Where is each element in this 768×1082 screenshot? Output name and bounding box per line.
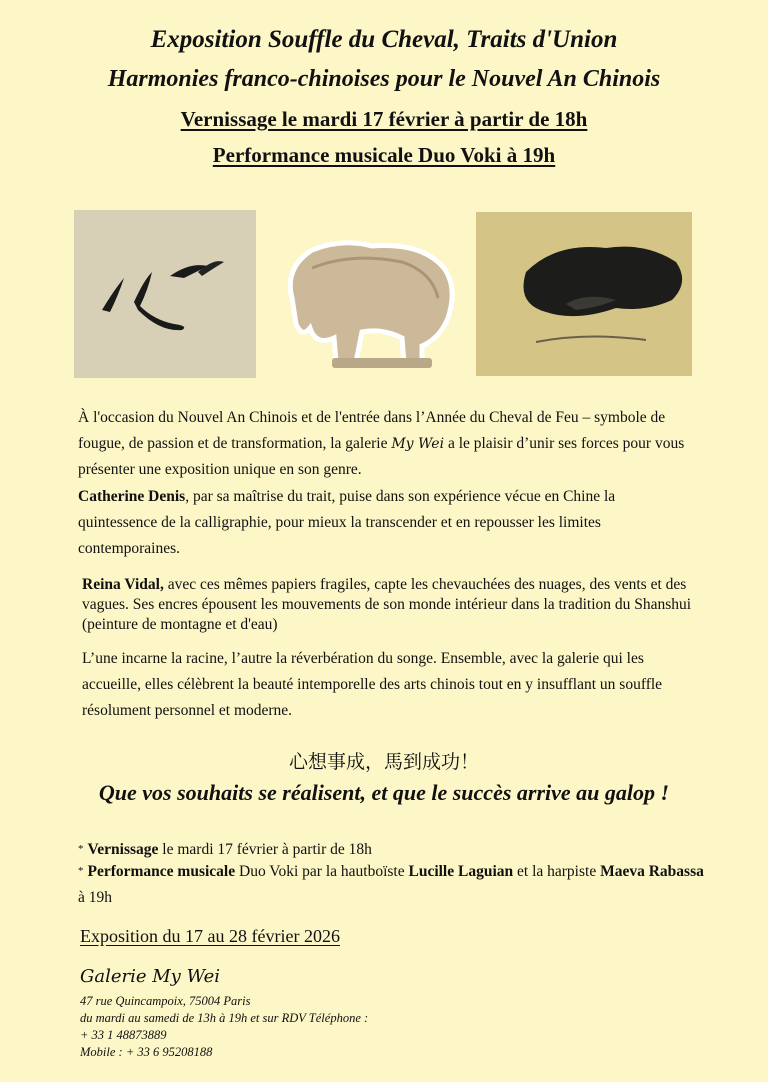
artist-name-reina: Reina Vidal, [82,576,164,593]
calligraphy-artwork-image [74,210,256,378]
chinese-greeting: 心想事成，馬到成功！ [288,751,479,773]
reina-text: avec ces mêmes papiers fragiles, capte les chevauchées des nuages, des vents et des vagues. Ses encres épousent les mouvements de son monde intérieur dans la tradition du Shanshui (peinture de montagne et d'eau) [82,576,692,633]
closing-paragraph: L’une incarne la racine, l’autre la réverbération du songe. Ensemble, avec la galerie qui les accueille, elles célèbrent la beauté intemporelle des arts chinois tout en y insufflant un souffle résolument personnel et moderne. [82,650,663,719]
gallery-phone: + 33 1 48873889 [80,1028,167,1042]
gallery-hours: du mardi au samedi de 13h à 19h et sur RDV Téléphone : [80,1011,369,1025]
gallery-contact-block [80,993,368,1061]
exhibition-dates: Exposition du 17 au 28 février 2026 [80,926,340,946]
intro-paragraph [78,405,698,483]
bullet-vernissage-text: le mardi 17 février à partir de 18h [158,841,372,858]
exhibition-subtitle: Harmonies franco-chinoises pour le Nouvel An Chinois [107,66,661,92]
exhibition-title: Exposition Souffle du Cheval, Traits d'Union [150,26,618,53]
bullet-performance-label: Performance musicale [87,863,236,880]
gallery-brand-inline: My Wei [391,436,445,452]
gallery-name: Galerie My Wei [80,966,221,987]
gallery-mobile: Mobile : + 33 6 95208188 [80,1045,213,1059]
vernissage-heading-text: Vernissage le mardi 17 février à partir de 18h [180,107,588,131]
musician-maeva: Maeva Rabassa [600,863,704,880]
reina-vidal-paragraph [82,575,702,635]
musician-lucille: Lucille Laguian [408,863,514,880]
gallery-address: 47 rue Quincampoix, 75004 Paris [80,994,251,1008]
catherine-text: , par sa maîtrise du trait, puise dans son expérience vécue en Chine la quintessence de la calligraphie, pour mieux la transcender et en repousser les limites contemporaines. [78,488,616,557]
performance-heading-text: Performance musicale Duo Voki à 19h [212,143,556,167]
performance-heading [0,143,768,168]
ink-landscape-image [476,212,692,376]
bullet-performance-text2: et la harpiste [513,863,601,880]
bullet-star: * [78,865,84,877]
bullet-vernissage-label: Vernissage [87,841,159,858]
bullet-star: * [78,843,84,855]
intro-text-end: a le plaisir d’unir ses forces pour vous présenter une exposition unique en son genre. [78,435,685,478]
catherine-denis-paragraph [78,484,698,562]
artist-name-catherine: Catherine Denis [78,488,186,505]
vernissage-heading [0,107,768,132]
bullet-performance-text3: à 19h [78,889,113,906]
intro-text-start: À l'occasion du Nouvel An Chinois et de l'entrée dans l’Année du Cheval de Feu – symbole de fougue, de passion et de transformation, la galerie [78,409,666,452]
bullet-performance [78,858,708,911]
bullet-performance-text1: Duo Voki par la hautboïste [235,863,409,880]
horse-sculpture-image [272,228,462,374]
motto-line: Que vos souhaits se réalisent, et que le succès arrive au galop ! [98,780,670,805]
